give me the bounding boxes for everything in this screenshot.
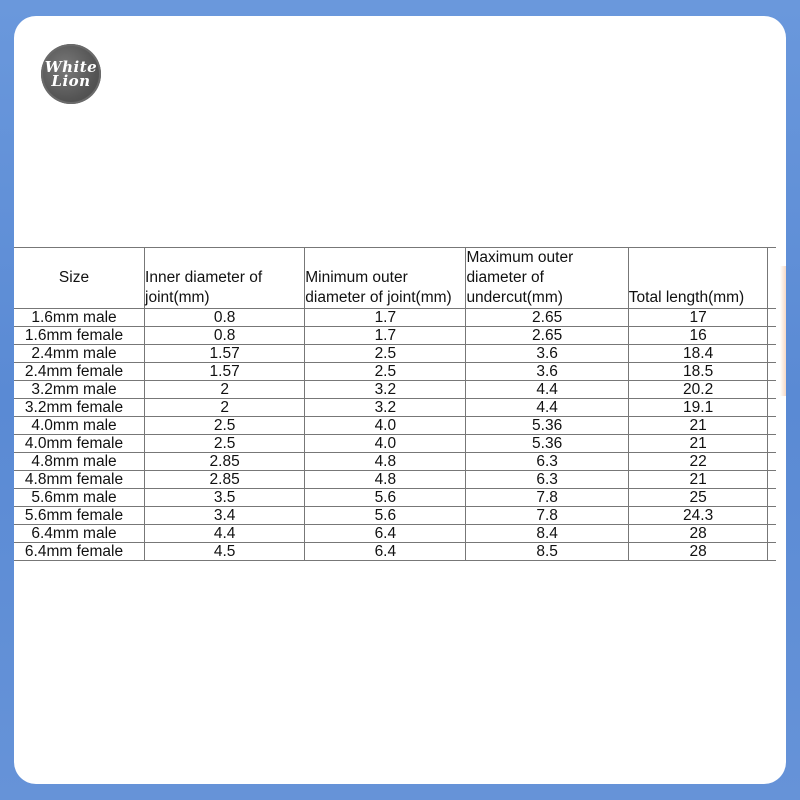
cell-size: 2.4mm male (14, 345, 145, 363)
table-row (14, 309, 776, 327)
table-row (14, 507, 776, 525)
table-body (14, 309, 776, 561)
cell-inner-diameter: 2.85 (145, 453, 305, 471)
cell-inner-diameter: 3.5 (145, 489, 305, 507)
cell-total-length: 16 (628, 327, 768, 345)
cell-size: 4.8mm male (14, 453, 145, 471)
cell-size: 4.8mm female (14, 471, 145, 489)
header-trailing-cell (768, 248, 776, 309)
cell-min-outer-diameter: 5.6 (305, 489, 466, 507)
cell-max-outer-diameter: 5.36 (466, 435, 628, 453)
spec-table (14, 247, 776, 561)
trailing-cell (768, 525, 776, 543)
cell-size: 3.2mm female (14, 399, 145, 417)
cell-max-outer-diameter: 2.65 (466, 327, 628, 345)
trailing-cell (768, 435, 776, 453)
trailing-cell (768, 417, 776, 435)
table-row (14, 417, 776, 435)
cell-min-outer-diameter: 3.2 (305, 399, 466, 417)
cell-max-outer-diameter: 4.4 (466, 381, 628, 399)
cell-min-outer-diameter: 5.6 (305, 507, 466, 525)
cell-inner-diameter: 1.57 (145, 363, 305, 381)
header-max-outer-diameter: Maximum outer diameter of undercut(mm) (466, 248, 628, 309)
table-row (14, 489, 776, 507)
trailing-cell (768, 507, 776, 525)
cell-total-length: 21 (628, 417, 768, 435)
cell-total-length: 21 (628, 471, 768, 489)
cell-total-length: 21 (628, 435, 768, 453)
cell-min-outer-diameter: 4.0 (305, 417, 466, 435)
cell-min-outer-diameter: 4.8 (305, 471, 466, 489)
table-header-row (14, 248, 776, 309)
header-size: Size (14, 248, 145, 309)
cell-max-outer-diameter: 6.3 (466, 471, 628, 489)
trailing-cell (768, 309, 776, 327)
trailing-cell (768, 363, 776, 381)
cell-inner-diameter: 4.4 (145, 525, 305, 543)
cell-total-length: 20.2 (628, 381, 768, 399)
trailing-cell (768, 471, 776, 489)
cell-min-outer-diameter: 4.8 (305, 453, 466, 471)
table-row (14, 399, 776, 417)
cell-total-length: 18.4 (628, 345, 768, 363)
cell-min-outer-diameter: 6.4 (305, 543, 466, 561)
cell-min-outer-diameter: 1.7 (305, 327, 466, 345)
cell-inner-diameter: 2.5 (145, 435, 305, 453)
cell-size: 1.6mm female (14, 327, 145, 345)
cell-inner-diameter: 4.5 (145, 543, 305, 561)
cell-total-length: 22 (628, 453, 768, 471)
cell-size: 4.0mm male (14, 417, 145, 435)
cell-total-length: 17 (628, 309, 768, 327)
cell-inner-diameter: 2 (145, 399, 305, 417)
table-row (14, 435, 776, 453)
trailing-cell (768, 381, 776, 399)
cell-min-outer-diameter: 2.5 (305, 363, 466, 381)
table-row (14, 525, 776, 543)
cell-size: 3.2mm male (14, 381, 145, 399)
cell-min-outer-diameter: 2.5 (305, 345, 466, 363)
cell-max-outer-diameter: 6.3 (466, 453, 628, 471)
header-inner-diameter: Inner diameter of joint(mm) (145, 248, 305, 309)
cell-max-outer-diameter: 2.65 (466, 309, 628, 327)
trailing-cell (768, 453, 776, 471)
trailing-cell (768, 345, 776, 363)
table-row (14, 327, 776, 345)
cell-inner-diameter: 2.5 (145, 417, 305, 435)
cell-inner-diameter: 0.8 (145, 327, 305, 345)
table-row (14, 345, 776, 363)
cell-total-length: 24.3 (628, 507, 768, 525)
cell-size: 2.4mm female (14, 363, 145, 381)
cell-max-outer-diameter: 8.4 (466, 525, 628, 543)
cell-max-outer-diameter: 8.5 (466, 543, 628, 561)
logo-line-1: White (44, 57, 98, 76)
cell-inner-diameter: 2 (145, 381, 305, 399)
cell-max-outer-diameter: 7.8 (466, 507, 628, 525)
cell-size: 1.6mm male (14, 309, 145, 327)
logo-line-2: Lion (51, 72, 91, 90)
cell-total-length: 18.5 (628, 363, 768, 381)
trailing-cell (768, 327, 776, 345)
cell-size: 5.6mm male (14, 489, 145, 507)
edge-shadow (780, 266, 786, 396)
cell-inner-diameter: 2.85 (145, 471, 305, 489)
brand-logo (41, 44, 101, 104)
cell-size: 4.0mm female (14, 435, 145, 453)
table-row (14, 363, 776, 381)
cell-min-outer-diameter: 1.7 (305, 309, 466, 327)
cell-min-outer-diameter: 3.2 (305, 381, 466, 399)
header-min-outer-diameter: Minimum outer diameter of joint(mm) (305, 248, 466, 309)
cell-inner-diameter: 1.57 (145, 345, 305, 363)
trailing-cell (768, 489, 776, 507)
cell-max-outer-diameter: 5.36 (466, 417, 628, 435)
cell-inner-diameter: 0.8 (145, 309, 305, 327)
cell-total-length: 28 (628, 525, 768, 543)
cell-size: 6.4mm female (14, 543, 145, 561)
cell-max-outer-diameter: 3.6 (466, 345, 628, 363)
content-card (14, 16, 786, 784)
cell-size: 5.6mm female (14, 507, 145, 525)
cell-total-length: 19.1 (628, 399, 768, 417)
cell-min-outer-diameter: 4.0 (305, 435, 466, 453)
cell-total-length: 25 (628, 489, 768, 507)
cell-min-outer-diameter: 6.4 (305, 525, 466, 543)
trailing-cell (768, 543, 776, 561)
cell-max-outer-diameter: 7.8 (466, 489, 628, 507)
trailing-cell (768, 399, 776, 417)
cell-max-outer-diameter: 3.6 (466, 363, 628, 381)
cell-inner-diameter: 3.4 (145, 507, 305, 525)
cell-total-length: 28 (628, 543, 768, 561)
table-row (14, 471, 776, 489)
table-row (14, 381, 776, 399)
table-row (14, 543, 776, 561)
cell-size: 6.4mm male (14, 525, 145, 543)
header-total-length: Total length(mm) (628, 248, 768, 309)
table-row (14, 453, 776, 471)
cell-max-outer-diameter: 4.4 (466, 399, 628, 417)
